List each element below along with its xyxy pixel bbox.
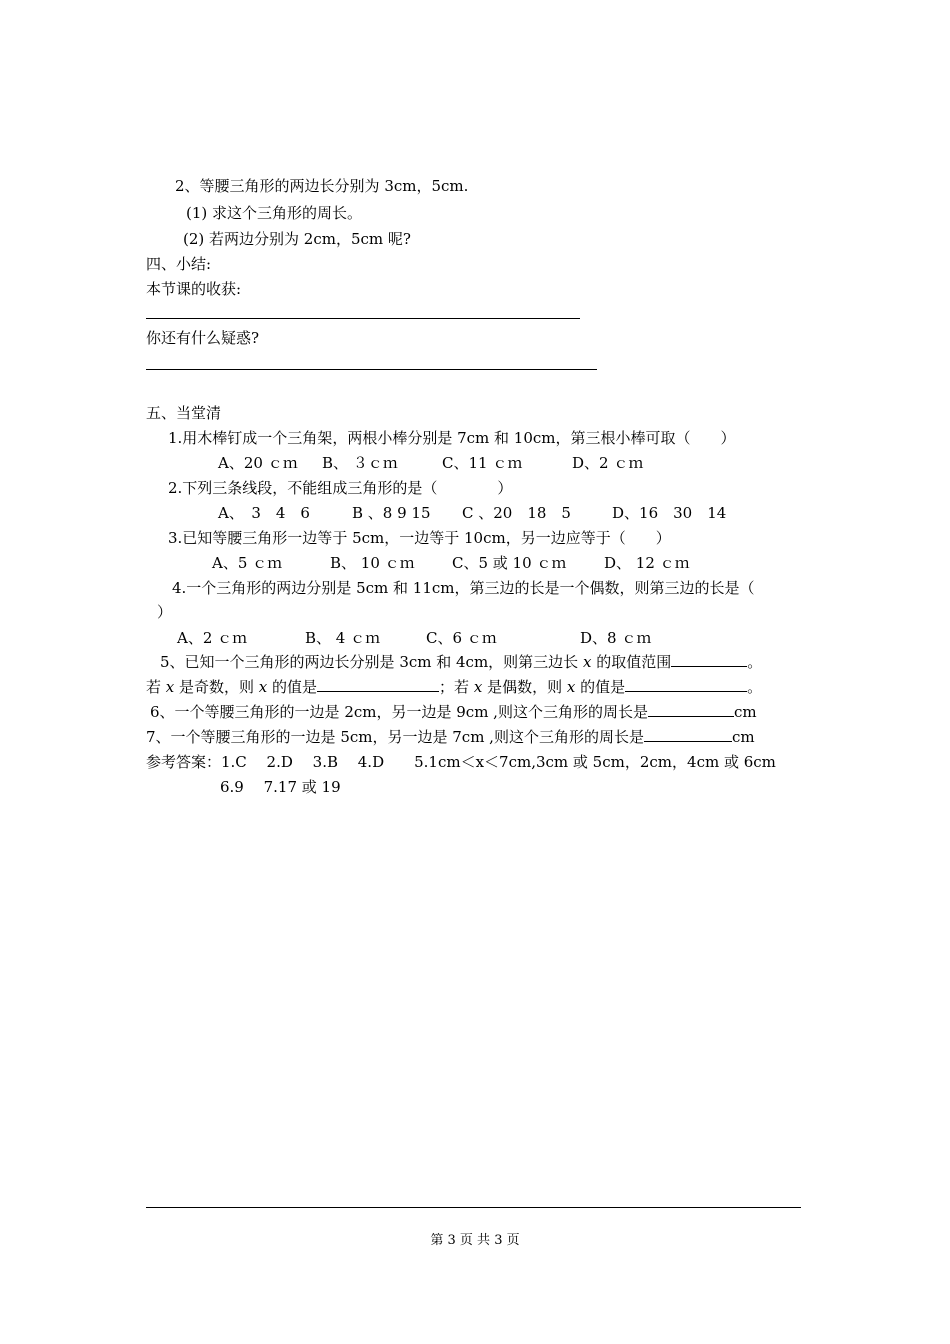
exercise-3-option-b: B、 10 ｃｍ [330,554,415,572]
exercise-1: 1.用木棒钉成一个三角架，两根小棒分别是 7cm 和 10cm，第三根小棒可取（ ） [168,429,736,447]
exercise-3: 3.已知等腰三角形一边等于 5cm，一边等于 10cm，另一边应等于（ ） [168,529,671,547]
exercise-5-odd-blank[interactable] [317,677,439,692]
exercise-1-option-c: C、11 ｃｍ [442,454,523,472]
exercise-2-option-a: A、 3 4 6 [218,504,310,522]
exercise-4-option-b: B、 4 ｃｍ [305,629,381,647]
exercise-7: 7、一个等腰三角形的一边是 5cm，另一边是 7cm ,则这个三角形的周长是 cm [146,728,755,746]
exercise-3-option-a: A、5 ｃｍ [212,554,283,572]
question-2-sub-2: (2) 若两边分别为 2cm，5cm 呢? [183,230,411,248]
exercise-3-option-d: D、 12 ｃｍ [604,554,690,572]
exercise-1-option-a: A、20 ｃｍ [218,454,298,472]
exercise-7-blank[interactable] [644,727,732,742]
exercise-2-option-d: D、16 30 14 [612,504,727,522]
answer-key-continued: 6.9 7.17 或 19 [220,778,341,796]
exercise-4-option-c: C、6 ｃｍ [426,629,497,647]
exercise-3-option-c: C、5 或 10 ｃｍ [452,554,567,572]
page-number: 第 3 页 共 3 页 [430,1233,520,1248]
footer-rule [146,1207,801,1208]
doubt-label: 你还有什么疑惑? [146,329,260,347]
exercise-2-option-c: C 、20 18 5 [462,504,571,522]
exercise-1-option-b: B、 ３ｃｍ [322,454,398,472]
exercise-5-range-blank[interactable] [671,652,747,667]
gain-answer-line [146,318,580,319]
exercise-4: 4.一个三角形的两边分别是 5cm 和 11cm，第三边的长是一个偶数，则第三边的长是（ [172,579,755,597]
answer-key: 参考答案：1.C 2.D 3.B 4.D 5.1cm＜x＜7cm,3cm 或 5cm，2cm，4cm 或 6cm [146,753,776,771]
section-5-heading: 五、当堂清 [146,404,222,422]
question-2-sub-1: (1) 求这个三角形的周长。 [186,204,363,222]
exercise-4-paren-close: ） [157,603,173,621]
exercise-5: 5、已知一个三角形的两边长分别是 3cm 和 4cm，则第三边长 x 的取值范围 。 [160,653,763,671]
exercise-6-blank[interactable] [648,702,734,717]
exercise-5-even-blank[interactable] [625,677,747,692]
exercise-2-option-b: B 、8 9 15 [352,504,431,522]
section-4-heading: 四、小结: [146,255,212,273]
exercise-2: 2.下列三条线段，不能组成三角形的是（ ） [168,479,513,497]
exercise-6: 6、一个等腰三角形的一边是 2cm，另一边是 9cm ,则这个三角形的周长是 cm [150,703,757,721]
exercise-5-follow-up: 若 x 是奇数，则 x 的值是 ；若 x 是偶数，则 x 的值是 。 [146,678,763,696]
exercise-4-option-a: A、2 ｃｍ [177,629,248,647]
exercise-1-option-d: D、2 ｃｍ [572,454,644,472]
question-2: 2、等腰三角形的两边长分别为 3cm，5cm. [175,177,469,195]
exercise-4-option-d: D、8 ｃｍ [580,629,652,647]
doubt-answer-line [146,369,597,370]
gain-label: 本节课的收获: [146,280,242,298]
